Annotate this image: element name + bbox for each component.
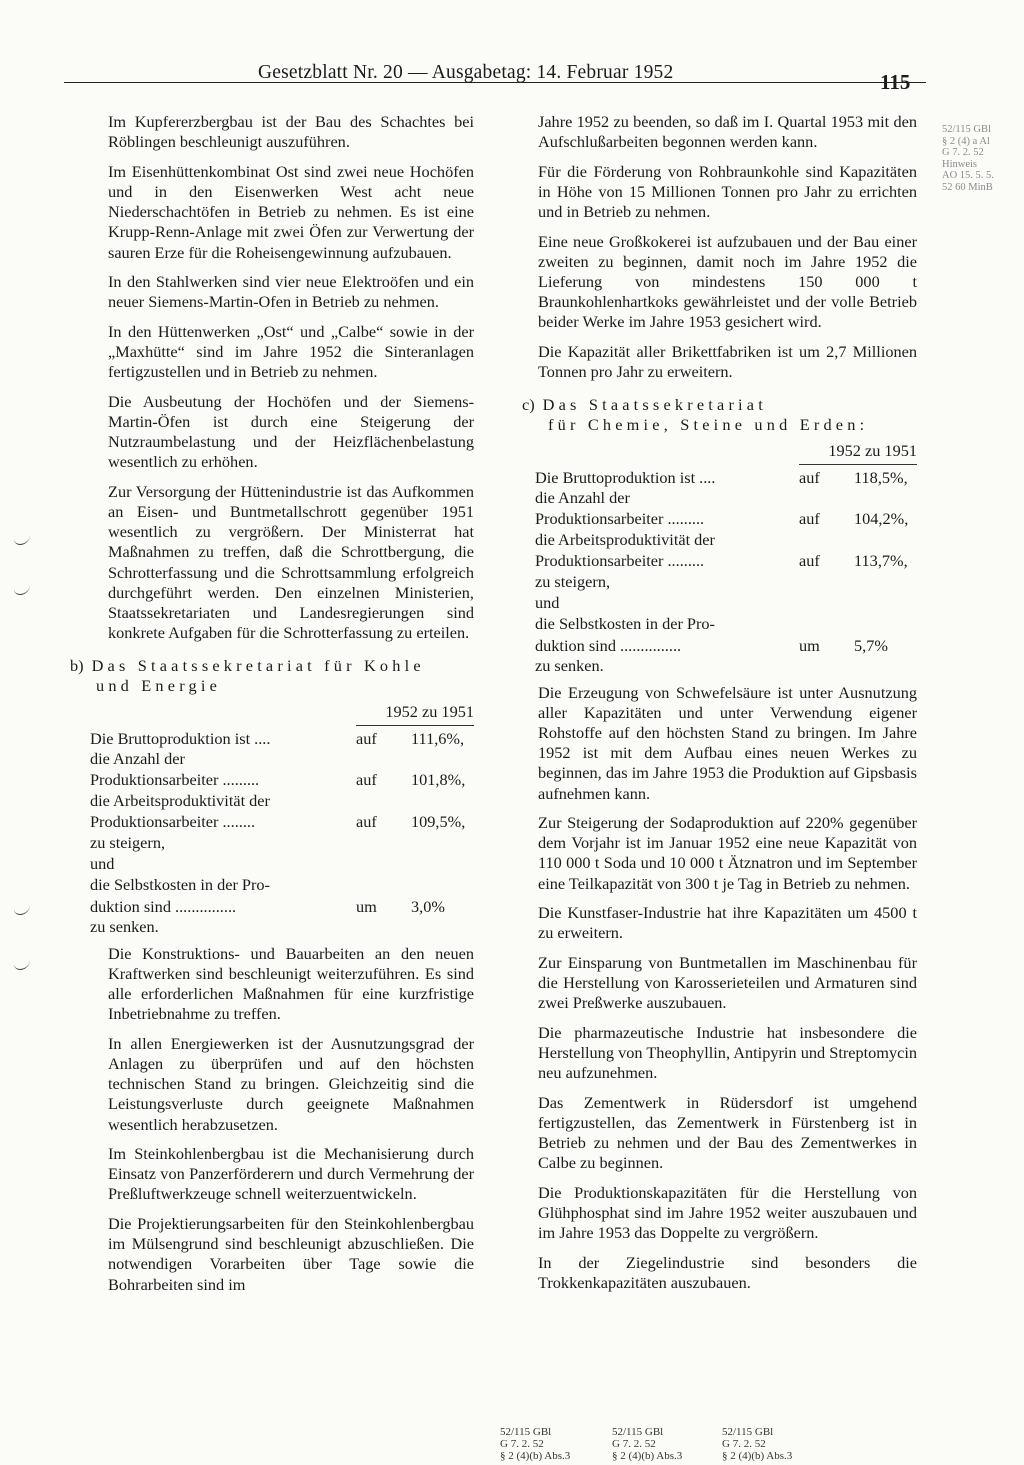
stats-text: zu senken.	[535, 656, 604, 676]
stats-label: duktion sind ...............	[90, 896, 237, 916]
stats-number: 3,0%	[411, 896, 445, 916]
paragraph: Zur Einsparung von Buntmetallen im Maschinenbau für die Herstellung von Karosserieteilen und Armaturen sind zwei Preßwerke auszubauen.	[538, 952, 917, 1013]
stats-row	[535, 551, 917, 571]
footer-note	[500, 1426, 570, 1462]
section-label: c)	[522, 395, 535, 415]
stats-label: Produktionsarbeiter .........	[535, 551, 705, 571]
pencil-mark	[14, 955, 30, 970]
footer-annotations	[0, 1418, 1024, 1465]
page-number: 115	[880, 70, 911, 94]
stats-text: und	[535, 593, 560, 613]
year-column-header: 1952 zu 1951	[799, 441, 917, 464]
paragraph: Für die Förderung von Rohbraunkohle sind Kapazitäten in Höhe von 15 Millionen Tonnen pro Jahr zu errichten und in Betrieb zu nehmen.	[538, 161, 917, 222]
margin-note-line: G 7. 2. 52	[942, 147, 984, 158]
stats-label: die Arbeitsproduktivität der	[535, 530, 715, 550]
paragraph: Im Steinkohlenbergbau ist die Mechanisierung durch Einsatz von Panzerförderern und durch Vermehrung der Preßluftwerkzeuge schnell weiterzuentwickeln.	[108, 1144, 474, 1204]
paragraph: Die Konstruktions- und Bauarbeiten an den neuen Kraftwerken sind beschleunigt weiterzuführen. Es sind alle erforderlichen Maßnahmen für eine kurzfristige Inbetriebnahme zu treffen.	[108, 943, 474, 1024]
stats-row	[535, 509, 917, 529]
stats-label: Produktionsarbeiter ........	[90, 812, 256, 832]
stats-value	[799, 636, 917, 656]
stats-label: Die Bruttoproduktion ist ....	[535, 467, 716, 487]
footer-note-line: § 2 (4)(b) Abs.3	[500, 1450, 571, 1462]
year-column-header: 1952 zu 1951	[356, 702, 474, 725]
right-column	[522, 112, 917, 1302]
paragraph: Die Kunstfaser-Industrie hat ihre Kapazitäten um 4500 t zu erweitern.	[538, 903, 917, 943]
stats-prefix: auf	[799, 467, 820, 487]
margin-note-line: 52/115 GBl	[942, 124, 991, 135]
margin-note-line: § 2 (4) a Al	[942, 135, 990, 147]
stats-number: 113,7%,	[854, 551, 908, 571]
stats-row	[90, 770, 474, 790]
stats-label: Produktionsarbeiter .........	[535, 509, 705, 529]
paragraph: Zur Steigerung der Sodaproduktion auf 220% gegenüber dem Vorjahr ist im Januar 1952 eine neue Kapazität von 110 000 t Soda und 10 000 t Ätznatron und im September eine Teilkapazität von 300 t je Tag in Betrieb zu nehmen.	[538, 813, 917, 893]
stats-text: und	[90, 854, 115, 874]
stats-number: 111,6%,	[411, 728, 465, 748]
left-column	[70, 112, 474, 1304]
stats-row	[535, 468, 917, 488]
stats-value	[356, 729, 474, 749]
stats-prefix: auf	[356, 728, 377, 748]
paragraph: Die Projektierungsarbeiten für den Steinkohlenbergbau im Mülsengrund sind beschleunigt abzuschließen. Die notwendigen Vorarbeiten über Tage sowie die Bohrarbeiten sind im	[108, 1213, 474, 1294]
gazette-title: Gesetzblatt Nr. 20 — Ausgabetag: 14. Februar 1952	[258, 62, 674, 83]
footer-note-line: 52/115 GBl	[722, 1426, 774, 1438]
stats-label: duktion sind ...............	[535, 635, 682, 655]
section-heading-b	[70, 656, 474, 696]
footer-note-line: § 2 (4)(b) Abs.3	[722, 1450, 793, 1462]
stats-label: die Anzahl der	[535, 488, 630, 508]
stats-text: zu steigern,	[535, 572, 611, 592]
stats-table	[90, 729, 474, 938]
stats-prefix: um	[356, 896, 377, 916]
header-rule	[64, 82, 926, 83]
paragraph: In der Ziegelindustrie sind besonders die Trokkenkapazitäten auszubauen.	[538, 1252, 917, 1292]
margin-note-line: 52 60 MinB	[942, 181, 993, 193]
stats-row	[90, 729, 474, 749]
section-heading-c	[522, 395, 917, 435]
section-heading-line: und Energie	[96, 676, 222, 696]
section-heading-line: Das Staatssekretariat für Kohle	[91, 656, 425, 676]
page-header	[0, 62, 1024, 92]
footer-note-line: G 7. 2. 52	[722, 1438, 766, 1450]
stats-label: Die Bruttoproduktion ist ....	[90, 728, 271, 748]
footer-note-line: § 2 (4)(b) Abs.3	[612, 1450, 683, 1462]
margin-note-line: Hinweis	[942, 158, 977, 170]
stats-value	[356, 770, 474, 790]
stats-value	[356, 812, 474, 832]
paragraph: Die pharmazeutische Industrie hat insbesondere die Herstellung von Theophyllin, Antipyrin und Streptomycin neu aufzunehmen.	[538, 1022, 917, 1083]
paragraph: Im Eisenhüttenkombinat Ost sind zwei neue Hochöfen und in den Eisenwerken West acht neue Niederschachtöfen in Betrieb zu nehmen. Es ist eine Krupp-Renn-Anlage mit zwei Öfen zur Verwertung der sauren Erze für die Roheisengewinnung aufzubauen.	[108, 161, 474, 262]
stats-number: 109,5%,	[411, 812, 466, 832]
stats-table	[535, 468, 917, 677]
stats-label: Produktionsarbeiter .........	[90, 770, 260, 790]
stats-number: 101,8%,	[411, 770, 466, 790]
paragraph: Eine neue Großkokerei ist aufzubauen und der Bau einer zweiten zu beginnen, damit noch im Jahre 1952 die Lieferung von mindestens 150 000 t Braunkohlenhartkoks gewährleistet und der volle Betrieb beider Werke im Jahre 1953 gesichert wird.	[538, 231, 917, 332]
paragraph: Im Kupfererzbergbau ist der Bau des Schachtes bei Röblingen beschleunigt auszuführen.	[108, 112, 474, 152]
footer-note-line: G 7. 2. 52	[500, 1438, 544, 1450]
footer-note	[722, 1426, 792, 1462]
section-heading-line: Das Staatssekretariat	[542, 395, 767, 415]
footer-note-line: 52/115 GBl	[500, 1426, 552, 1438]
stats-value	[799, 509, 917, 529]
footer-note-line: 52/115 GBl	[612, 1426, 664, 1438]
section-label: b)	[70, 656, 84, 676]
stats-prefix: auf	[799, 509, 820, 529]
paragraph: In den Stahlwerken sind vier neue Elektroöfen und ein neuer Siemens-Martin-Ofen in Betrieb zu nehmen.	[108, 272, 474, 312]
pencil-mark	[14, 530, 30, 545]
paragraph: Jahre 1952 zu beenden, so daß im I. Quartal 1953 mit den Aufschlußarbeiten begonnen werden kann.	[538, 112, 917, 152]
paragraph: In allen Energiewerken ist der Ausnutzungsgrad der Anlagen zu überprüfen und auf den höchsten technischen Stand zu bringen. Gleichzeitig sind die Leistungsverluste durch geeignete Maßnahmen wesentlich herabzusetzen.	[108, 1033, 474, 1134]
stats-label: die Selbstkosten in der Pro-	[90, 875, 270, 895]
stats-label: die Selbstkosten in der Pro-	[535, 614, 715, 634]
stats-prefix: um	[799, 635, 820, 655]
paragraph: Die Kapazität aller Brikettfabriken ist um 2,7 Millionen Tonnen pro Jahr zu erweitern.	[538, 341, 917, 382]
stats-value	[799, 468, 917, 488]
stats-prefix: auf	[356, 812, 377, 832]
stats-label: die Anzahl der	[90, 749, 185, 769]
paragraph: Zur Versorgung der Hüttenindustrie ist das Aufkommen an Eisen- und Buntmetallschrott gegenüber 1951 wesentlich zu vergrößern. Der Ministerrat hat Maßnahmen zu treffen, daß die Schrottbergung, die Schrotterfassung und die Schrottsammlung erfolgreich durchgeführt werden. Den einzelnen Ministerien, Staatssekretariaten und Landesregierungen sind konkrete Aufgaben für die Schrotterfassung zu erteilen.	[108, 481, 474, 643]
section-heading-line: für Chemie, Steine und Erden:	[548, 415, 869, 435]
paragraph: Das Zementwerk in Rüdersdorf ist umgehend fertigzustellen, das Zementwerk in Fürstenberg ist in Betrieb zu nehmen und der Bau des Zementwerkes in Calbe zu beginnen.	[538, 1092, 917, 1173]
stats-text: zu steigern,	[90, 833, 166, 853]
footer-note	[612, 1426, 682, 1462]
stats-row	[90, 812, 474, 832]
footer-note-line: G 7. 2. 52	[612, 1438, 656, 1450]
stats-row	[90, 897, 474, 917]
margin-annotation	[942, 124, 1022, 193]
pencil-mark	[14, 580, 30, 595]
paragraph: In den Hüttenwerken „Ost“ und „Calbe“ sowie in der „Maxhütte“ sind im Jahre 1952 die Sinteranlagen fertigzustellen und in Betrieb zu nehmen.	[108, 321, 474, 382]
stats-value	[799, 551, 917, 571]
stats-number: 5,7%	[854, 635, 888, 655]
stats-prefix: auf	[799, 551, 820, 571]
paragraph: Die Ausbeutung der Hochöfen und der Siemens-Martin-Öfen ist durch eine Steigerung der Nutzraumbelastung und der Heizflächenbelastung wesentlich zu erhöhen.	[108, 391, 474, 472]
pencil-mark	[14, 900, 30, 915]
stats-text: zu senken.	[90, 917, 159, 937]
stats-row	[535, 636, 917, 656]
paragraph: Die Produktionskapazitäten für die Herstellung von Glühphosphat sind im Jahre 1952 weiter auszubauen und im Jahre 1953 das Doppelte zu vergrößern.	[538, 1182, 917, 1243]
stats-value	[356, 897, 474, 917]
margin-note-line: AO 15. 5. 5.	[942, 170, 994, 181]
stats-label: die Arbeitsproduktivität der	[90, 791, 270, 811]
paragraph: Die Erzeugung von Schwefelsäure ist unter Ausnutzung aller Kapazitäten und unter Verwendung eigener Rohstoffe auf den höchsten Stand zu bringen. Im Jahre 1952 ist mit dem Aufbau eines neuen Werkes zu beginnen, das im Jahre 1953 die Produktion auf Gipsbasis aufnehmen kann.	[538, 682, 917, 803]
stats-prefix: auf	[356, 770, 377, 790]
stats-number: 118,5%,	[854, 467, 908, 487]
stats-number: 104,2%,	[854, 509, 909, 529]
